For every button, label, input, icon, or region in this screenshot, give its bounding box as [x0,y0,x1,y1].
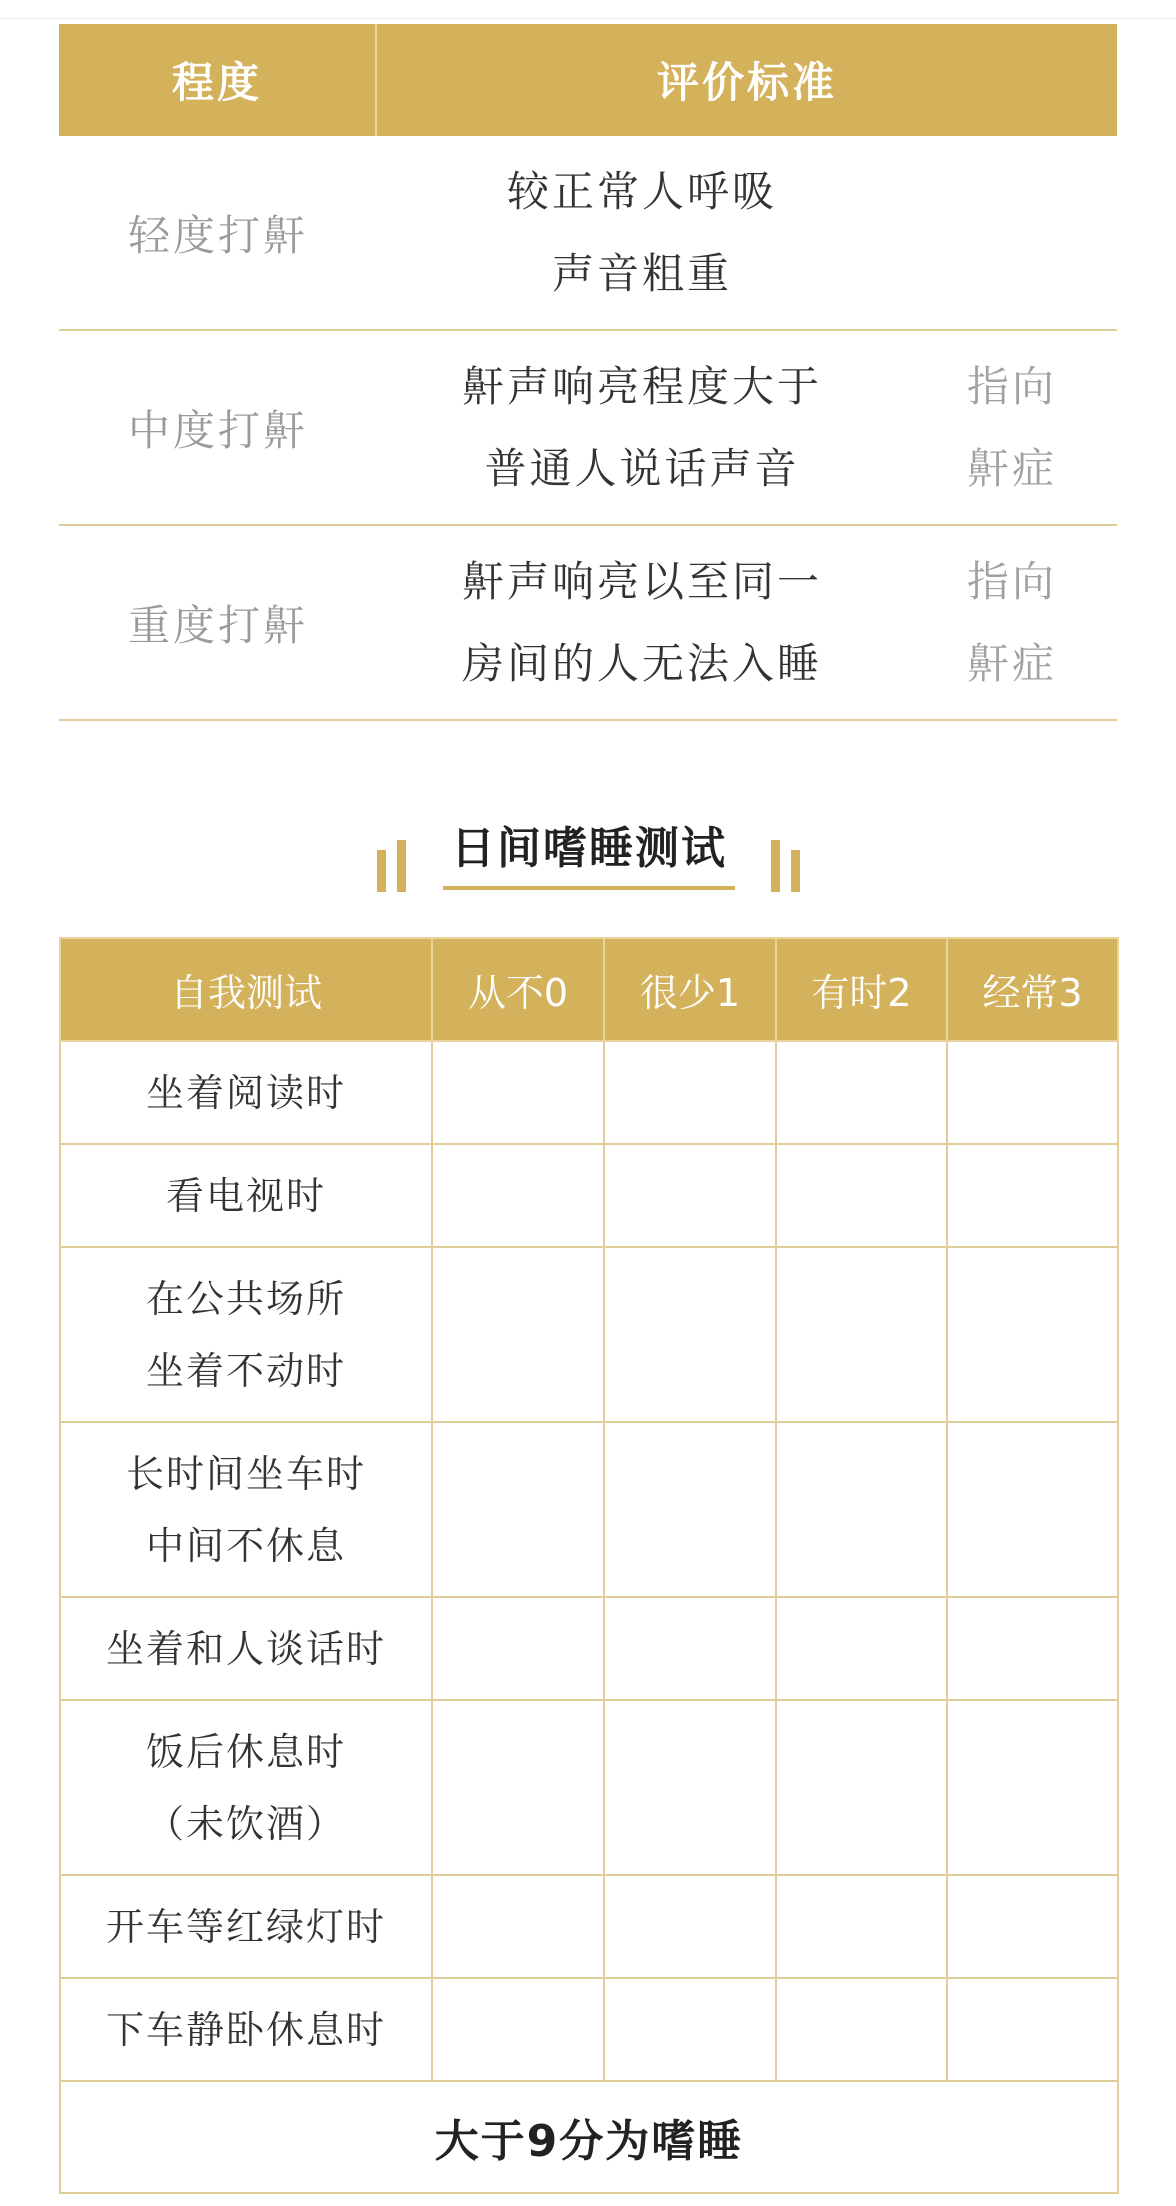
title-underline [443,886,735,890]
criteria-line: 鼾声响亮以至同一 [461,556,822,606]
situation-line: 在公共场所 [145,1276,346,1321]
criteria-line: 房间的人无法入睡 [461,638,822,688]
snoring-row-mild [59,136,1117,331]
criteria-text [377,136,907,329]
situation-line: 中间不休息 [145,1523,346,1568]
criteria-line: 普通人说话声音 [484,443,800,493]
score-cell[interactable] [604,1700,776,1875]
score-cell[interactable] [947,1247,1118,1422]
score-cell[interactable] [947,1041,1118,1144]
score-rule-note: 大于9分为嗜睡 [60,2081,1118,2193]
situation-line: 坐着不动时 [145,1348,346,1393]
score-cell[interactable] [432,1041,604,1144]
table-row [60,1978,1118,2081]
level-label: 重度打鼾 [127,600,308,650]
header-level: 程度 [59,24,377,136]
snoring-table-header [59,24,1117,136]
score-cell[interactable] [947,1422,1118,1597]
sleepiness-table-header [60,938,1118,1041]
table-row [60,1875,1118,1978]
score-cell[interactable] [776,1700,947,1875]
situation-line: 看电视时 [165,1173,326,1218]
score-cell[interactable] [776,1978,947,2081]
score-cell[interactable] [776,1144,947,1247]
table-footer-row [60,2081,1118,2193]
score-cell[interactable] [947,1978,1118,2081]
score-cell[interactable] [604,1041,776,1144]
header-self-test: 自我测试 [60,938,432,1041]
header-rarely: 很少1 [604,938,776,1041]
table-row [60,1247,1118,1422]
score-cell[interactable] [604,1247,776,1422]
score-cell[interactable] [604,1978,776,2081]
situation-line: 饭后休息时 [145,1729,346,1774]
note-text [907,331,1117,524]
score-cell[interactable] [947,1700,1118,1875]
situation-label [60,1041,432,1144]
score-cell[interactable] [776,1041,947,1144]
score-cell[interactable] [776,1247,947,1422]
situation-line: 坐着阅读时 [145,1070,346,1115]
score-cell[interactable] [604,1144,776,1247]
snoring-row-moderate [59,331,1117,526]
criteria-line: 鼾声响亮程度大于 [461,361,822,411]
situation-label [60,1247,432,1422]
level-label: 中度打鼾 [127,405,308,455]
score-cell[interactable] [432,1144,604,1247]
situation-label [60,1597,432,1700]
score-cell[interactable] [776,1597,947,1700]
note-line: 鼾症 [966,638,1057,688]
score-cell[interactable] [604,1597,776,1700]
table-row [60,1144,1118,1247]
table-row [60,1597,1118,1700]
level-label: 轻度打鼾 [127,210,308,260]
header-criteria: 评价标准 [656,58,837,107]
section-title: 日间嗜睡测试 [451,823,727,874]
criteria-text [377,331,907,524]
score-cell[interactable] [432,1247,604,1422]
header-often: 经常3 [947,938,1118,1041]
criteria-text [377,526,907,719]
score-cell[interactable] [776,1422,947,1597]
sleepiness-test-table [59,937,1119,2194]
situation-line: 长时间坐车时 [125,1451,366,1496]
criteria-line: 声音粗重 [551,248,732,298]
header-sometimes: 有时2 [776,938,947,1041]
score-cell[interactable] [432,1978,604,2081]
snoring-row-severe [59,526,1117,721]
score-cell[interactable] [432,1597,604,1700]
decor-bar-left-tall [397,840,406,892]
note-text [907,526,1117,719]
table-row [60,1422,1118,1597]
situation-label [60,1875,432,1978]
score-cell[interactable] [947,1875,1118,1978]
header-never: 从不0 [432,938,604,1041]
top-divider [0,18,1176,19]
score-cell[interactable] [432,1700,604,1875]
score-cell[interactable] [432,1875,604,1978]
situation-line: （未饮酒） [145,1801,346,1846]
situation-line: 坐着和人谈话时 [105,1626,386,1671]
situation-line: 下车静卧休息时 [105,2007,386,2052]
note-line: 指向 [966,361,1057,411]
situation-label [60,1422,432,1597]
note-text [907,136,1117,329]
decor-bar-right-short [791,850,800,892]
snoring-level-table [59,24,1117,721]
situation-label [60,1700,432,1875]
score-cell[interactable] [604,1875,776,1978]
note-line: 指向 [966,556,1057,606]
situation-label [60,1978,432,2081]
decor-bar-right-tall [771,840,780,892]
situation-line: 开车等红绿灯时 [105,1904,386,1949]
score-cell[interactable] [604,1422,776,1597]
score-cell[interactable] [776,1875,947,1978]
score-cell[interactable] [947,1597,1118,1700]
section-heading [0,800,1176,900]
score-cell[interactable] [947,1144,1118,1247]
table-row [60,1700,1118,1875]
score-cell[interactable] [432,1422,604,1597]
table-row [60,1041,1118,1144]
criteria-line: 较正常人呼吸 [506,166,777,216]
decor-bar-left-short [377,850,386,892]
situation-label [60,1144,432,1247]
note-line: 鼾症 [966,443,1057,493]
